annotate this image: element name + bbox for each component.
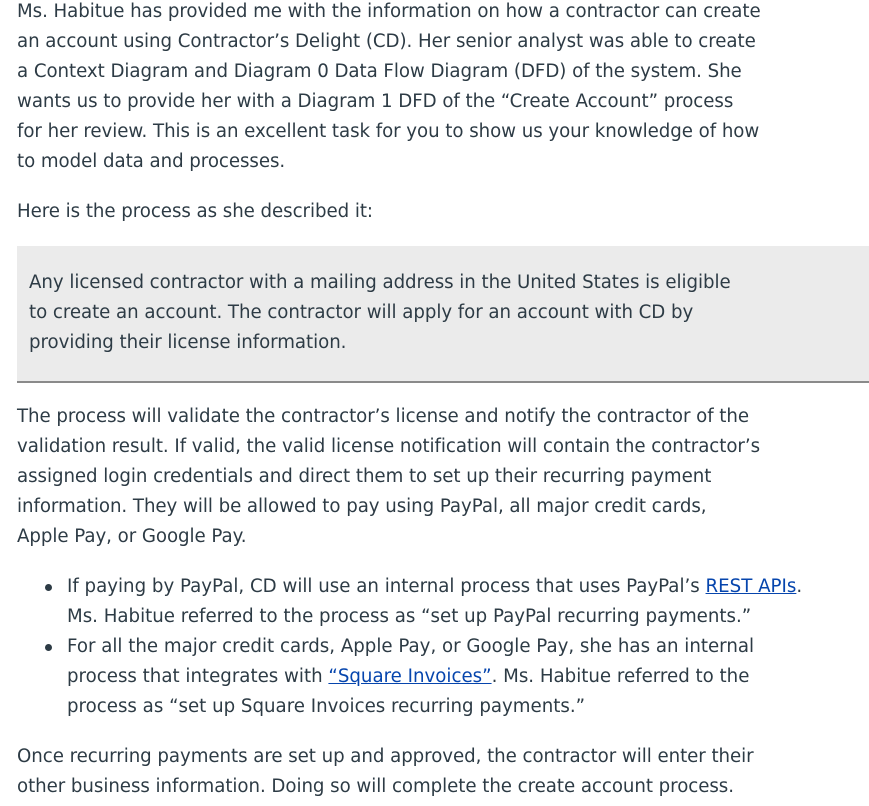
assignment-content [17,0,869,802]
validation-paragraph: The process will validate the contractor’s license and notify the contractor of the validation result. If valid, the valid license notification will contain the contractor’s assigned login credentials and direct them to set up their recurring payment information. They will be allowed to pay using PayPal, all major credit cards, Apple Pay, or Google Pay. [17,406,760,547]
list-item [67,632,817,722]
list-item-text-after: . Ms. Habitue referred to the process as “set up Square Invoices recurring payments.” [67,666,750,717]
list-item-text-before: For all the major credit cards, Apple Pay, or Google Pay, she has an internal process that integrates with [67,636,755,687]
list-item [67,572,817,632]
list-item-text-before: If paying by PayPal, CD will use an internal process that uses PayPal’s [67,576,706,597]
process-callout [17,246,869,383]
final-paragraph: Once recurring payments are set up and approved, the contractor will enter their other business information. Doing so will complete the create account process. [17,746,754,797]
intro-paragraph: Ms. Habitue has provided me with the information on how a contractor can create an account using Contractor’s Delight (CD). Her senior analyst was able to create a Context Diagram and Diagram 0 Data Flow Diagram (DFD) of the system. She wants us to provide her with a Diagram 1 DFD of the “Create Account” process for her review. This is an excellent task for you to show us your knowledge of how to model data and processes. [17,1,761,172]
list-item-text-after: . Ms. Habitue referred to the process as “set up PayPal recurring payments.” [67,576,803,627]
bullet-icon [45,584,52,591]
square-invoices-link[interactable]: “Square Invoices” [328,666,492,687]
callout-text: Any licensed contractor with a mailing address in the United States is eligible to create an account. The contractor will apply for an account with CD by providing their license information. [29,272,731,353]
bullet-icon [45,644,52,651]
process-lead-in: Here is the process as she described it: [17,201,374,222]
payment-options-list [17,572,869,722]
rest-apis-link[interactable]: REST APIs [705,576,797,597]
